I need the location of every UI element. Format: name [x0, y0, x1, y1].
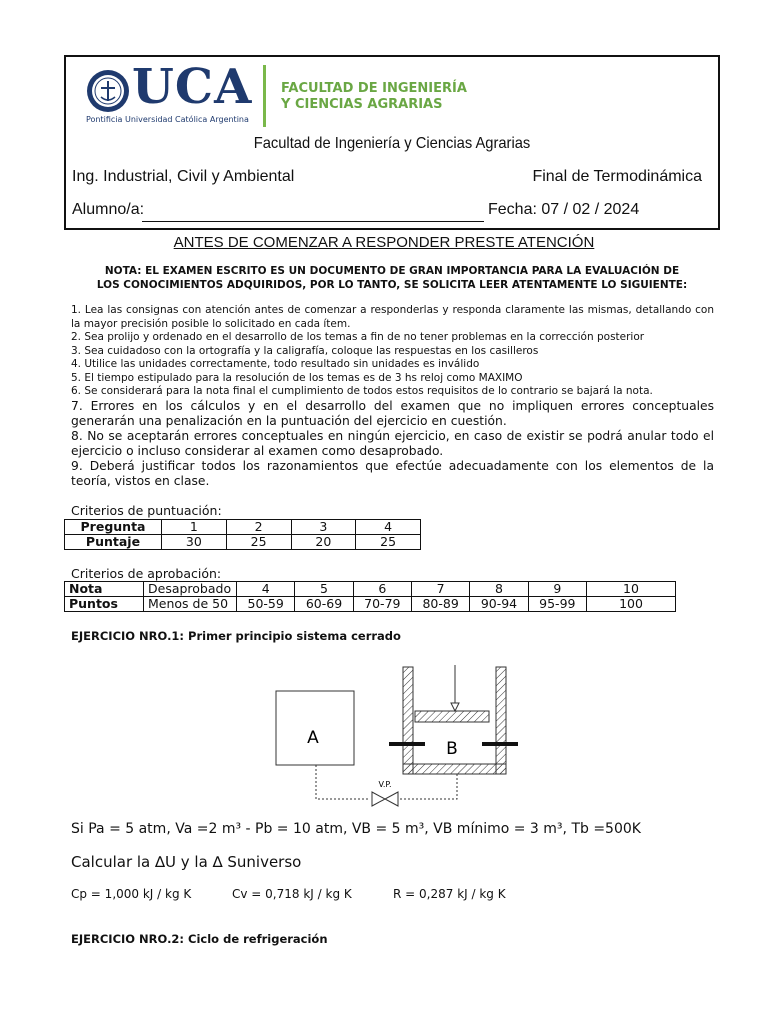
student-name-line: [142, 221, 484, 222]
nota-warning: [72, 264, 712, 292]
table-row: [65, 535, 421, 550]
pipe-left: [316, 765, 370, 799]
exam-date: Fecha: 07 / 02 / 2024: [488, 201, 640, 218]
table-cell: 20: [291, 535, 356, 550]
constant-r: R = 0,287 kJ / kg K: [393, 887, 506, 901]
cylinder-right-wall: [496, 667, 506, 774]
table-cell: Nota: [65, 582, 144, 597]
instruction-item: 6. Se considerará para la nota final el cumplimiento de todos estos requisitos de lo contrario se bajará la nota.: [71, 385, 653, 397]
instruction-item: 8. No se aceptarán errores conceptuales en ningún ejercicio, en caso de existir se podrá anular todo el ejercicio o incluso considerar al examen como desaprobado.: [71, 428, 714, 458]
table-cell: Menos de 50: [144, 597, 237, 612]
table-cell: 5: [295, 582, 353, 597]
valve-icon: [372, 792, 385, 806]
table-cell: 8: [470, 582, 528, 597]
constant-cp: Cp = 1,000 kJ / kg K: [71, 887, 192, 901]
instruction-item: 2. Sea prolijo y ordenado en el desarrollo de los temas a fin de no tener problemas en la corrección posterior: [71, 331, 645, 343]
table-row: [65, 520, 421, 535]
constant-cv: Cv = 0,718 kJ / kg K: [232, 887, 352, 901]
faculty-logo: [281, 81, 467, 113]
pipe-right: [400, 774, 457, 799]
table-cell: Desaprobado: [144, 582, 237, 597]
table-row: [65, 597, 676, 612]
table-cell: 2: [226, 520, 291, 535]
uca-logo-text: UCA: [132, 59, 253, 115]
nota-line-2: LOS CONOCIMIENTOS ADQUIRIDOS, POR LO TANTO, SE SOLICITA LEER ATENTAMENTE LO SIGUIENTE:: [96, 279, 688, 291]
faculty-logo-line2: Y CIENCIAS AGRARIAS: [281, 97, 443, 112]
instruction-item: 1. Lea las consignas con atención antes de comenzar a responderlas y responda claramente las mismas, detallando con la mayor precisión posible lo solicitado en cada ítem.: [71, 304, 714, 330]
table-cell: 80-89: [411, 597, 469, 612]
table-cell: 70-79: [353, 597, 411, 612]
valve-icon: [385, 792, 398, 806]
exam-header: [64, 55, 720, 230]
right-stop: [482, 742, 518, 746]
table-cell: 6: [353, 582, 411, 597]
left-stop: [389, 742, 425, 746]
table-cell: Puntos: [65, 597, 144, 612]
table-cell: 4: [237, 582, 295, 597]
table-cell: 1: [162, 520, 227, 535]
faculty-title: Facultad de Ingeniería y Ciencias Agrarias: [253, 135, 531, 152]
exercise-2-title: EJERCICIO NRO.2: Ciclo de refrigeración: [71, 932, 328, 946]
cylinder-b-label: B: [446, 739, 458, 759]
table-cell: Pregunta: [65, 520, 162, 535]
table-cell: 90-94: [470, 597, 528, 612]
table-cell: Puntaje: [65, 535, 162, 550]
table-cell: 25: [356, 535, 421, 550]
instructions-title: ANTES DE COMENZAR A RESPONDER PRESTE ATENCIÓN: [173, 234, 595, 251]
logo-divider: [263, 65, 266, 127]
table-cell: 95-99: [528, 597, 586, 612]
tank-piston-diagram: [260, 660, 530, 810]
instruction-item: 5. El tiempo estipulado para la resolución de los temas es de 3 hs reloj como MAXIMO: [71, 371, 523, 384]
university-name: Pontificia Universidad Católica Argentina: [86, 115, 249, 124]
table-cell: 25: [226, 535, 291, 550]
calculation-request: Calcular la ∆U y la ∆ Suniverso: [71, 853, 302, 871]
nota-line-1: NOTA: EL EXAMEN ESCRITO ES UN DOCUMENTO DE GRAN IMPORTANCIA PARA LA EVALUACIÓN DE: [104, 265, 680, 277]
table-cell: 9: [528, 582, 586, 597]
piston: [415, 711, 489, 722]
student-label: Alumno/a:: [72, 201, 145, 218]
instruction-item: 9. Deberá justificar todos los razonamientos que efectúe adecuadamente con los elementos de la teoría, vistos en clase.: [71, 458, 714, 488]
table-cell: 3: [291, 520, 356, 535]
valve-label: V.P.: [378, 780, 392, 789]
approval-label: Criterios de aprobación:: [71, 566, 222, 581]
instruction-item: 3. Sea cuidadoso con la ortografía y la caligrafía, coloque las respuestas en los casilleros: [71, 344, 539, 357]
instructions-list: [71, 304, 714, 489]
career: Ing. Industrial, Civil y Ambiental: [72, 168, 295, 185]
given-data: Si Pa = 5 atm, Va =2 m³ - Pb = 10 atm, VB = 5 m³, VB mínimo = 3 m³, Tb =500K: [71, 821, 641, 837]
table-cell: 100: [587, 597, 676, 612]
faculty-logo-line1: FACULTAD DE INGENIERÍA: [281, 81, 467, 96]
cylinder-bottom-wall: [403, 764, 506, 774]
table-cell: 10: [587, 582, 676, 597]
university-seal-icon: [86, 69, 130, 113]
arrow-down-icon: [451, 703, 459, 711]
table-cell: 7: [411, 582, 469, 597]
table-cell: 50-59: [237, 597, 295, 612]
table-row: [65, 582, 676, 597]
tank-a-label: A: [307, 728, 319, 748]
table-cell: 60-69: [295, 597, 353, 612]
table-cell: 4: [356, 520, 421, 535]
instruction-item: 4. Utilice las unidades correctamente, todo resultado sin unidades es inválido: [71, 358, 480, 370]
exam-name: Final de Termodinámica: [532, 168, 702, 185]
approval-table: [64, 581, 676, 612]
scoring-table: [64, 519, 421, 550]
table-cell: 30: [162, 535, 227, 550]
exercise-1-title: EJERCICIO NRO.1: Primer principio sistema cerrado: [71, 629, 401, 643]
scoring-label: Criterios de puntuación:: [71, 503, 222, 518]
cylinder-left-wall: [403, 667, 413, 774]
instruction-item: 7. Errores en los cálculos y en el desarrollo del examen que no impliquen errores conceptuales generarán una penalización en la puntuación del ejercicio en cuestión.: [71, 398, 714, 428]
